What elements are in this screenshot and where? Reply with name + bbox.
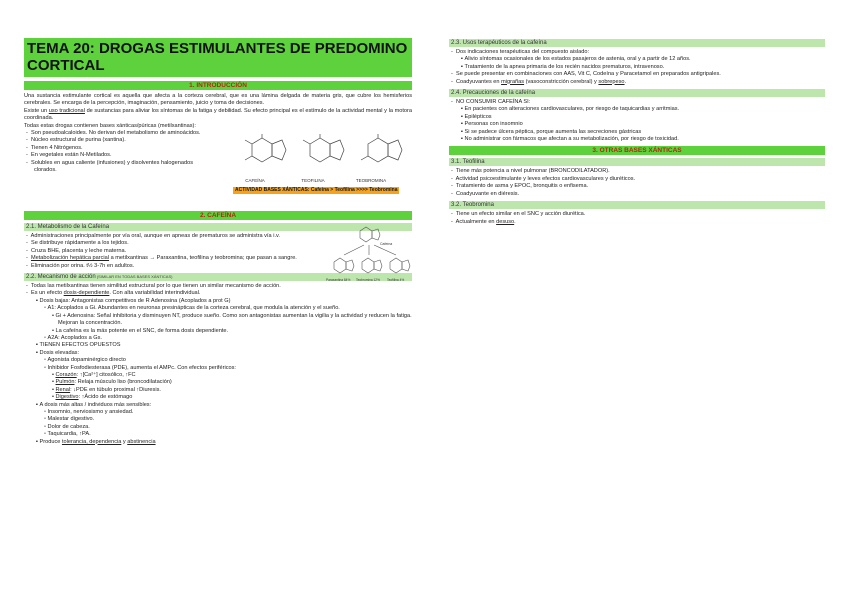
list-item: - Solubles en agua caliente (infusiones) y disolventes halogenados clorados. [26,159,194,174]
caffeine-molecule [245,134,286,162]
list-item: - Eliminación por orina. t½ 3-7h en adultos. [26,262,135,269]
underlined-term: abstinencia [127,438,156,445]
intro-paragraph-1: Una sustancia estimulante cortical es aquella que afecta a la corteza cerebral, que es una lámina delgada de materia gris, que cubre los hemisferios cerebrales. Se encarga de la percepción, imaginación, pensamiento, juicio y toma de decisiones. [24,93,412,107]
list-item: • La cafeína es la más potente en el SNC, de forma dosis dependiente. [52,327,229,334]
right-column [449,39,825,226]
subsection-metabolismo: 2.1. Metabolismo de la Cafeína [24,223,412,231]
theobromine-label: TEOBROMINA [355,178,387,184]
underlined-term: tolerancia, dependencia [61,438,122,445]
list-item: - Tratamiento de asma y EPOC, bronquitis o enfisema. [451,183,589,190]
mechanism-list [24,283,412,446]
list-item: ▫ Taquicardia, ↑PA. [44,431,91,438]
paraxanthine-structure [334,258,354,273]
theobromine-molecule [361,134,402,162]
list-item: - Tiene un efecto similar en el SNC y acción diurética. [451,211,586,218]
list-item: ▫ A2A: Acoplados a Gs. [44,334,102,341]
list-item: - Son pseudoalcaloides. No derivan del metabolismo de aminoácidos. [26,130,201,137]
xanthine-molecules-figure [234,132,414,178]
list-item: • Gi + Adenosina: Señal inhibitoria y disminuyen NT, produce sueño. Como son antagonistas aumentan la vigilia y la actividad y reducen la fatiga. Mejoran la concentración. [52,312,412,327]
intro-block [24,130,412,208]
list-item: ▪ Si se padece úlcera péptica, porque aumenta las secreciones gástricas [461,128,642,135]
diagram-paraxanthine-label: Paraxantina 84% [326,278,351,283]
section-heading-introduccion: 1. INTRODUCCIÓN [24,81,412,90]
theophylline-structure [390,258,410,273]
list-item: - Coadyuvantes en migrañas (vasoconstricción cerebral) y sobrepeso. [451,78,627,85]
list-item: ▫ Malestar digestivo. [44,416,95,423]
activity-highlight: ACTIVIDAD BASES XÁNTICAS: Cafeína > Teofilina >>>> Teobromina [235,187,398,194]
underlined-term: Renal [55,386,71,393]
list-item: ▫ Insomnio, nerviosismo y ansiedad. [44,408,134,415]
theophylline-label: TEOFILINA [301,178,325,184]
list-item: - Dos indicaciones terapéuticas del compuesto aislado: [451,49,590,55]
xanthine-properties-list [24,130,214,174]
list-item: - Todas las metilxantinas tienen similitud estructural por lo que tienen un similar mecanismo de acción. [26,283,281,290]
underlined-term: desuso [496,218,515,225]
subsection-teofilina: 3.1. Teofilina [449,158,825,166]
list-item: ▪ Dosis bajas: Antagonistas competitivos de R Adenosina (Acoplados a prot G) [36,297,231,304]
theobromine-list [449,211,825,226]
list-item: - Coadyuvante en diéresis. [451,190,520,197]
list-item: ▪ Tratamiento de la apnea primaria de los recién nacidos prematuros, intravenoso. [461,63,665,70]
list-item: ▪ Personas con insomnio [461,121,523,128]
page-title: TEMA 20: DROGAS ESTIMULANTES DE PREDOMINO CORTICAL [24,38,412,77]
underlined-term: sobrepeso [598,78,625,85]
underlined-term: Pulmón [55,379,75,386]
list-item: ▫ Inhibidor Fosfodiesterasa (PDE), aumenta el AMPc. Con efectos periféricos: [44,364,236,371]
section-heading-cafeina: 2. CAFEÍNA [24,211,412,220]
list-item: ▪ A dosis más altas / individuos más sensibles: [36,401,152,408]
caffeine-label: CAFEÍNA [245,178,265,184]
theobromine-structure [362,258,382,273]
list-item: - Se distribuye rápidamente a los tejidos. [26,240,129,247]
left-column [24,38,412,446]
list-item: - Administraciones principalmente por vía oral, aunque en apneas de prematuros se administra vía i.v. [26,233,280,240]
underlined-term: Digestivo [55,394,79,401]
list-item: - En vegetales están N-Metilados. [26,152,112,159]
list-item: • Digestivo: ↑Ácido de estómago [52,394,133,401]
list-item: - NO CONSUMIR CAFEÍNA SI: [451,99,531,106]
list-item: - Núcleo estructural de purina (xantina). [26,137,126,144]
list-item: ▪ No administrar con fármacos que afectan a su metabolización, por riesgo de toxicidad. [461,136,679,143]
underlined-term: migrañas [501,78,525,85]
diagram-theobromine-label: Teobromina 12% [356,278,380,283]
intro-paragraph-2: Existe un uso tradicional de sustancias para aliviar los síntomas de la fatiga y debilidad. Su efecto principal es el estímulo de la actividad mental y la motora coordinada. [24,107,412,122]
subsection-precauciones: 2.4. Precauciones de la cafeína [449,89,825,97]
list-item: ▫ A1: Acoplados a Gi. Abundantes en neuronas presinápticas de la corteza cerebral, que modula la atención y el sueño. [44,305,340,312]
underlined-term: Corazón [55,371,77,378]
uses-list [449,49,825,86]
list-item: ▪ En pacientes con alteraciones cardiovasculares, por riesgo de taquicardias y arritmias. [461,106,680,113]
metabolism-list [24,233,324,270]
list-item: ▪ Dosis elevadas: [36,349,80,356]
precautions-list [449,99,825,143]
theophylline-list [449,168,825,198]
list-item: - Metabolización hepática parcial a metilxantinas → Paraxantina, teofilina y teobromina; que pasan a sangre. [26,255,297,262]
list-item: - Actividad psicoestimulante y leves efectos cardiovasculares y diuréticos. [451,175,636,182]
underlined-term: dosis-dependiente [63,290,110,297]
list-item: - Se puede presentar en combinaciones con AAS, Vit C, Codeína y Paracetamol en preparados antigripales. [451,71,721,78]
list-item: - Tiene más potencia a nivel pulmonar (BRONCODILATADOR). [451,168,610,175]
section-heading-otras-bases: 3. OTRAS BASES XÁNTICAS [449,146,825,155]
diagram-caffeine-label: Cafeína [380,242,393,247]
list-item: - Actualmente en desuso. [451,218,516,225]
list-item: - Cruza BHE, placenta y leche materna. [26,247,127,254]
list-item: • Corazón: ↑[Ca²⁺] citosólico, ↑FC [52,371,136,378]
caffeine-structure [360,227,380,242]
caffeine-metabolism-diagram [324,225,419,291]
subsection-mecanismo: 2.2. Mecanismo de acción (SIMILAR EN TODAS BASES XÁNTICAS) [24,273,412,281]
list-item: ▪ Epilépticos [461,113,492,120]
list-item: ▪ Alivio síntomas ocasionales de los estados pasajeros de astenia, oral y a partir de 12 años. [461,56,691,63]
underlined-term: uso tradicional [48,107,85,114]
list-item: - Tienen 4 Nitrógenos. [26,144,83,151]
list-item: • Renal: ↓PDE en túbulo proximal ↑Diuresis. [52,386,161,393]
list-item: ▪ Produce tolerancia, dependencia y abstinencia [36,438,156,445]
list-item: • Pulmón: Relaja músculo liso (broncodilatación) [52,379,172,386]
subsection-teobromina: 3.2. Teobromina [449,201,825,209]
intro-paragraph-3: Todas estas drogas contienen bases xánticas/púricas (metilxantinas): [24,122,196,129]
list-item: - Es un efecto dosis-dependiente. Con alta variabilidad interindividual. [26,290,201,297]
list-item: ▫ Dolor de cabeza. [44,423,90,430]
subsection-usos: 2.3. Usos terapéuticos de la cafeína [449,39,825,47]
theophylline-molecule [303,134,344,162]
list-item: ▪ TIENEN EFECTOS OPUESTOS [36,342,121,349]
list-item: ▫ Agonista dopaminérgico directo [44,357,126,364]
diagram-theophylline-label: Teofilina 4% [387,278,405,283]
